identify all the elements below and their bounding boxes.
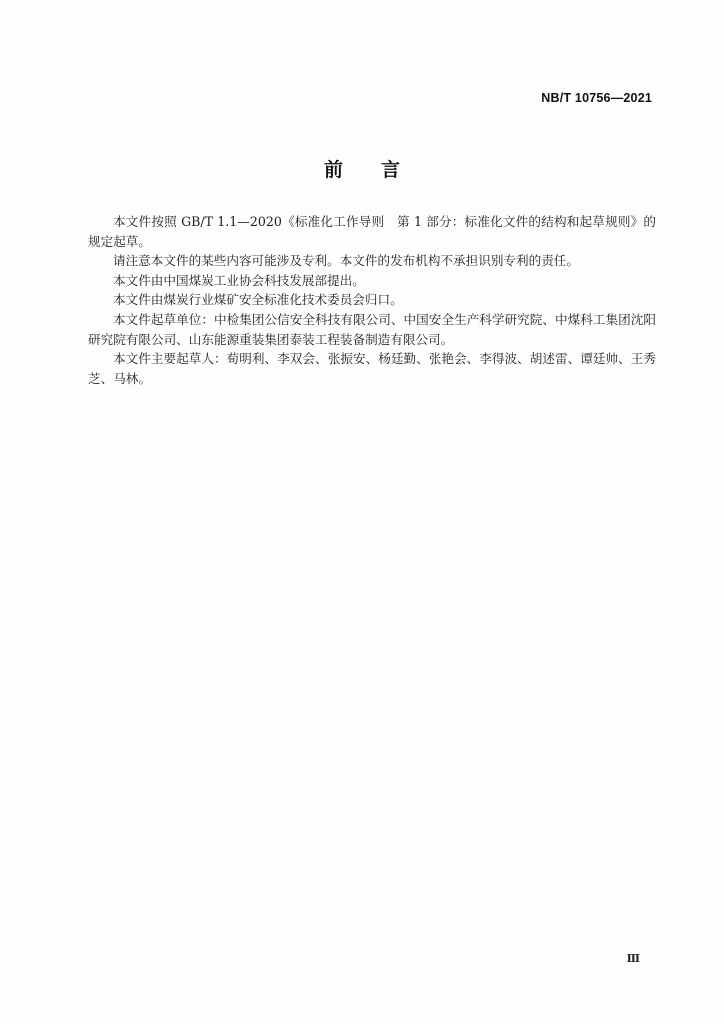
page-title: 前言 <box>323 159 438 181</box>
paragraph-proposed-by: 本文件由中国煤炭工业协会科技发展部提出。 <box>113 272 365 288</box>
standard-number: NB/T 10756—2021 <box>541 91 652 105</box>
paragraph-drafting-rules: 本文件按照 GB/T 1.1—2020《标准化工作导则 第 1 部分：标准化文件的结构和起草规则》的规定起草。 <box>88 214 656 249</box>
paragraph-drafting-units: 本文件起草单位：中检集团公信安全科技有限公司、中国安全生产科学研究院、中煤科工集团沈阳研究院有限公司、山东能源重装集团泰装工程装备制造有限公司。 <box>88 311 656 347</box>
paragraph-drafters: 本文件主要起草人：荀明利、李双会、张振安、杨廷勤、张艳会、李得波、胡述雷、谭廷帅、王秀芝、马林。 <box>88 351 656 386</box>
page-number: Ⅲ <box>626 952 640 965</box>
foreword-body <box>88 212 656 388</box>
paragraph-administered-by: 本文件由煤炭行业煤矿安全标准化技术委员会归口。 <box>113 292 403 308</box>
paragraph-patent-notice: 请注意本文件的某些内容可能涉及专利。本文件的发布机构不承担识别专利的责任。 <box>113 253 579 269</box>
